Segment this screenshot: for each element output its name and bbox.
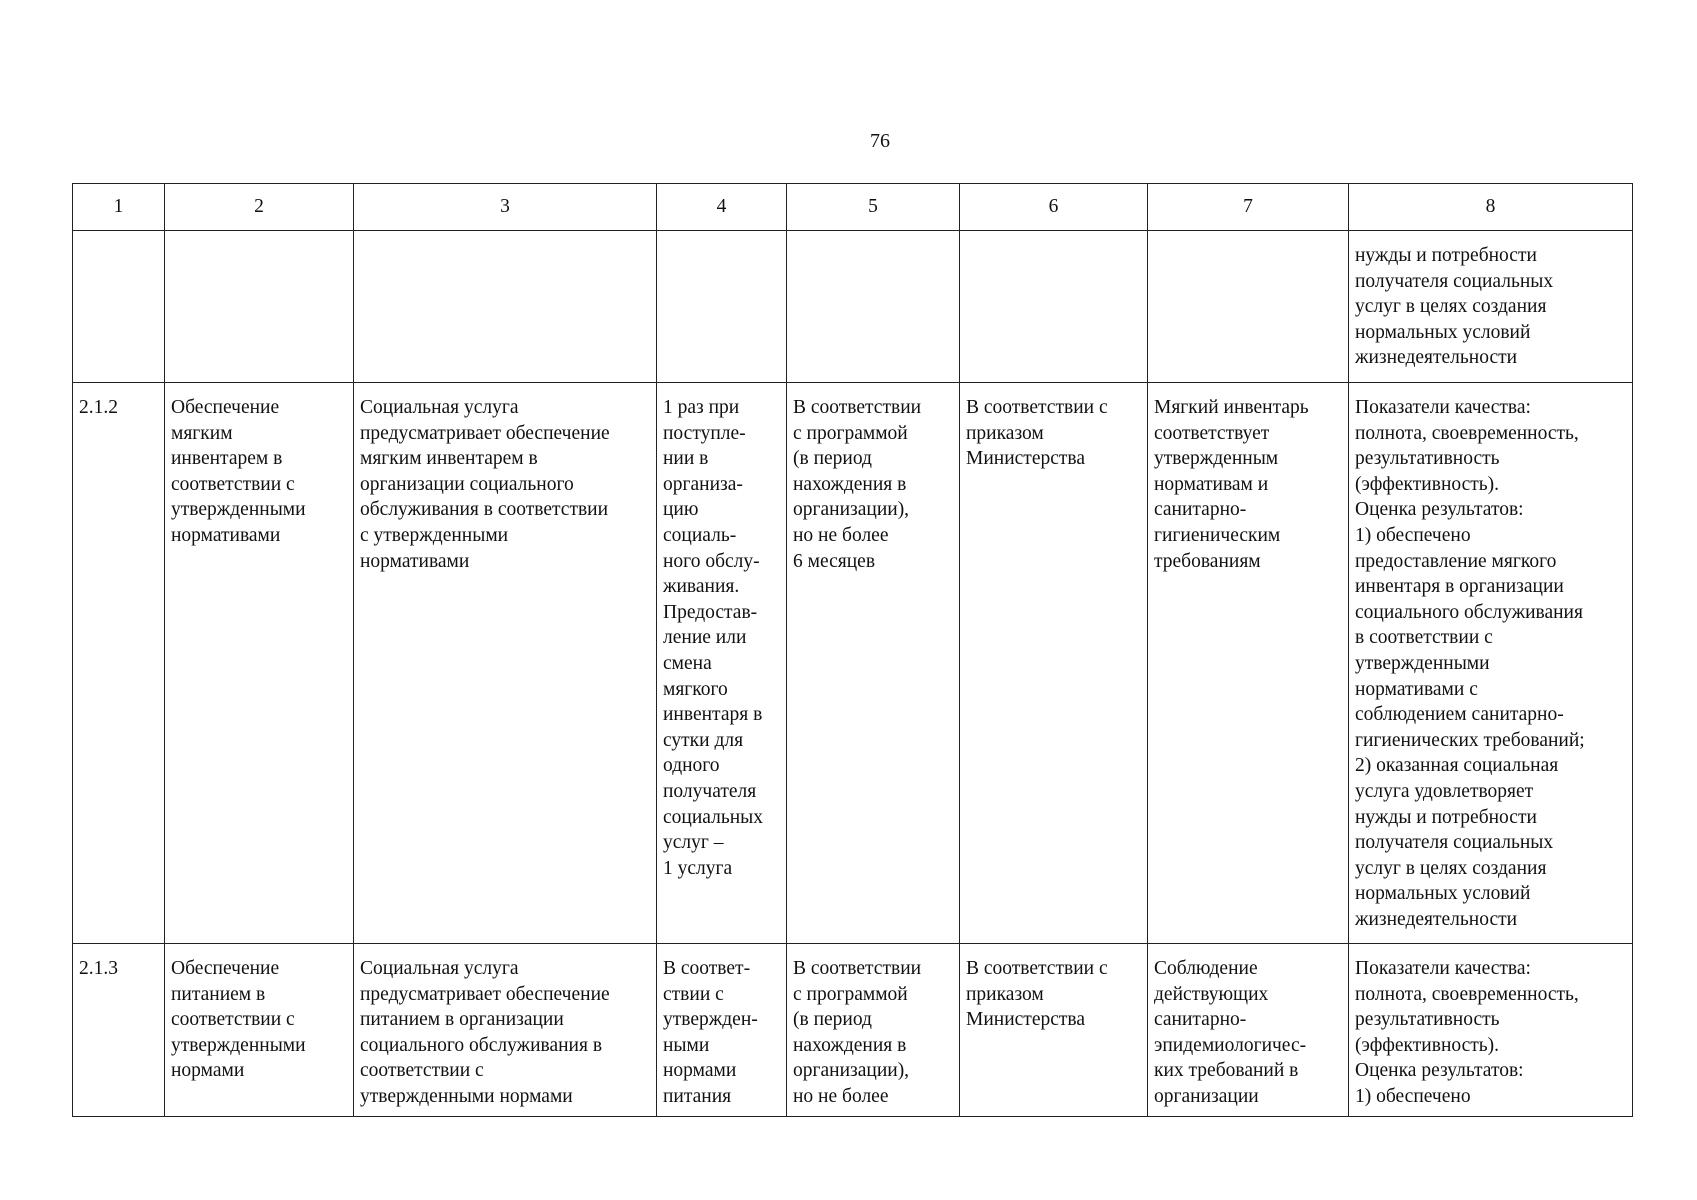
table-cell bbox=[73, 231, 165, 383]
column-header: 6 bbox=[960, 184, 1148, 231]
table-cell: 1 раз при поступле- нии в организа- цию социаль- ного обслу- живания. Предостав- ление или смена мягкого инвентаря в сутки для одного получателя социальных услуг – 1 услуга bbox=[657, 383, 787, 944]
table-cell: Показатели качества: полнота, своевременность, результативность (эффективность). Оценка результатов: 1) обеспечено bbox=[1349, 944, 1633, 1117]
table-cell: В соответ- ствии с утвержден- ными нормами питания bbox=[657, 944, 787, 1117]
table-row bbox=[73, 231, 1633, 383]
column-header: 7 bbox=[1148, 184, 1349, 231]
table-cell: В соответствии с приказом Министерства bbox=[960, 383, 1148, 944]
table-cell: В соответствии с программой (в период нахождения в организации), но не более bbox=[787, 944, 960, 1117]
table-cell: нужды и потребности получателя социальных услуг в целях создания нормальных условий жизнедеятельности bbox=[1349, 231, 1633, 383]
table-cell: Социальная услуга предусматривает обеспечение мягким инвентарем в организации социального обслуживания в соответствии с утвержденными нормативами bbox=[354, 383, 657, 944]
table-cell bbox=[960, 231, 1148, 383]
column-header: 4 bbox=[657, 184, 787, 231]
table-cell bbox=[657, 231, 787, 383]
table-row bbox=[73, 944, 1633, 1117]
table-header-row bbox=[73, 184, 1633, 231]
table-cell: Показатели качества: полнота, своевременность, результативность (эффективность). Оценка результатов: 1) обеспечено предоставление мягкого инвентаря в организации социального обслуживания в соответствии с утвержденными нормативами с соблюдением санитарно- гигиенических требований; 2) оказанная социальная услуга удовлетворяет нужды и потребности получателя социальных услуг в целях создания нормальных условий жизнедеятельности bbox=[1349, 383, 1633, 944]
column-header: 1 bbox=[73, 184, 165, 231]
table-cell: 2.1.3 bbox=[73, 944, 165, 1117]
table-cell: В соответствии с приказом Министерства bbox=[960, 944, 1148, 1117]
table-cell: В соответствии с программой (в период нахождения в организации), но не более 6 месяцев bbox=[787, 383, 960, 944]
column-header: 8 bbox=[1349, 184, 1633, 231]
table-row bbox=[73, 383, 1633, 944]
table-cell: Обеспечение питанием в соответствии с утвержденными нормами bbox=[165, 944, 354, 1117]
column-header: 5 bbox=[787, 184, 960, 231]
table-cell: Мягкий инвентарь соответствует утвержденным нормативам и санитарно- гигиеническим требованиям bbox=[1148, 383, 1349, 944]
page-number: 76 bbox=[870, 130, 890, 152]
column-header: 2 bbox=[165, 184, 354, 231]
table-cell bbox=[165, 231, 354, 383]
table-cell bbox=[787, 231, 960, 383]
column-header: 3 bbox=[354, 184, 657, 231]
table-cell: Социальная услуга предусматривает обеспечение питанием в организации социального обслуживания в соответствии с утвержденными нормами bbox=[354, 944, 657, 1117]
services-table bbox=[72, 183, 1633, 1117]
table-cell: Соблюдение действующих санитарно- эпидемиологичес- ких требований в организации bbox=[1148, 944, 1349, 1117]
table-cell bbox=[354, 231, 657, 383]
table-cell bbox=[1148, 231, 1349, 383]
table-cell: Обеспечение мягким инвентарем в соответствии с утвержденными нормативами bbox=[165, 383, 354, 944]
table-cell: 2.1.2 bbox=[73, 383, 165, 944]
